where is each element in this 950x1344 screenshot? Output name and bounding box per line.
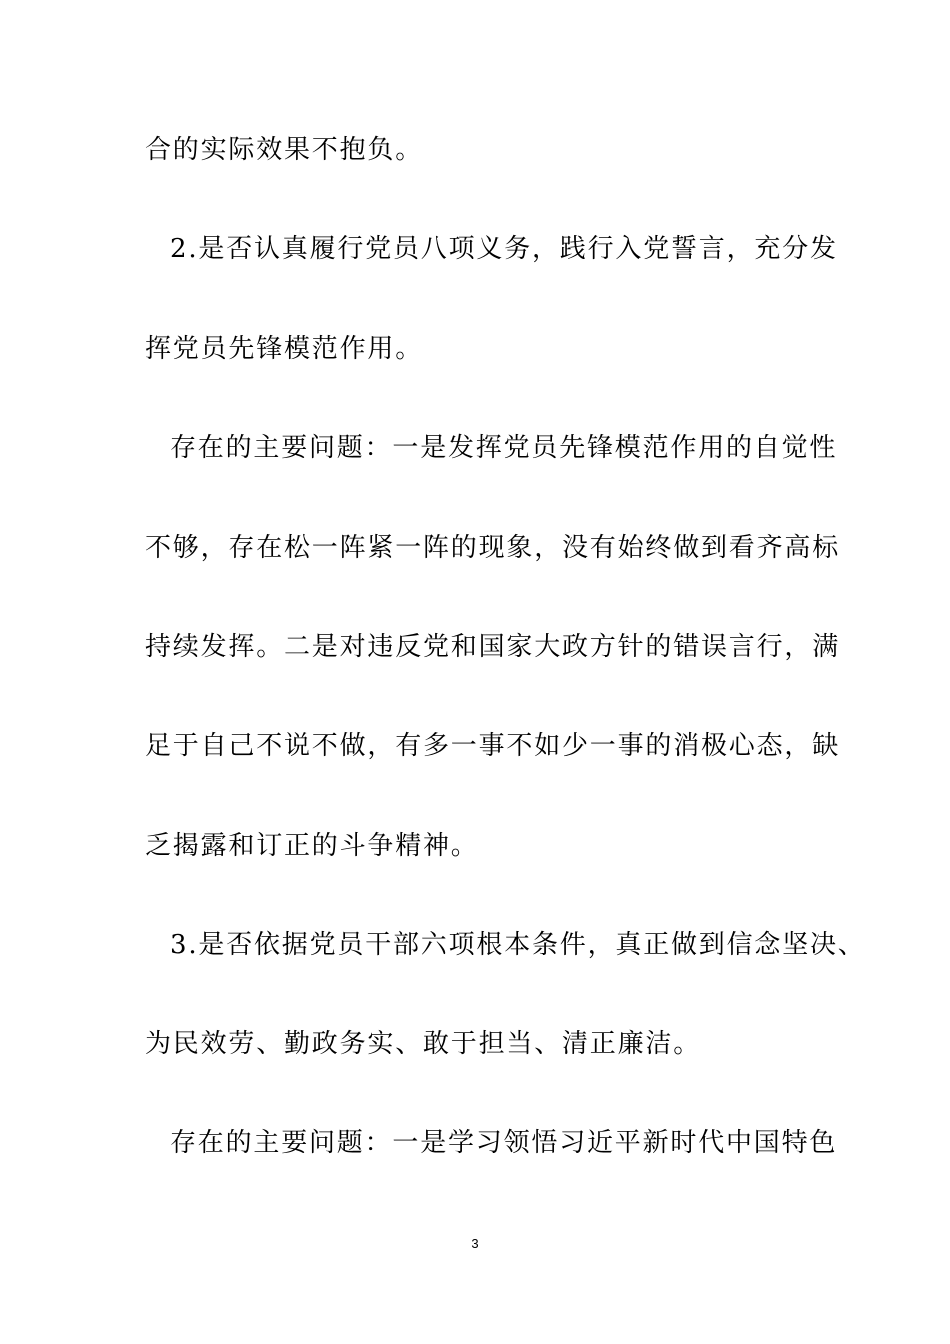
text-line-8: 乏揭露和订正的斗争精神。	[145, 831, 479, 861]
text-line-6: 持续发挥。二是对违反党和国家大政方针的错误言行，满	[145, 632, 841, 662]
text-line-5: 不够，存在松一阵紧一阵的现象，没有始终做到看齐高标	[145, 533, 841, 563]
text-line-7: 足于自己不说不做，有多一事不如少一事的消极心态，缺	[145, 731, 841, 761]
page-number: 3	[471, 1236, 479, 1251]
text-line-3: 挥党员先锋模范作用。	[145, 334, 424, 364]
text-line-9: 3.是否依据党员干部六项根本条件，真正做到信念坚决、	[170, 930, 866, 960]
text-line-2: 2.是否认真履行党员八项义务，践行入党誓言，充分发	[170, 234, 838, 264]
text-line-11: 存在的主要问题：一是学习领悟习近平新时代中国特色	[170, 1128, 838, 1158]
text-line-10: 为民效劳、勤政务实、敢于担当、清正廉洁。	[145, 1029, 702, 1059]
text-line-4: 存在的主要问题：一是发挥党员先锋模范作用的自觉性	[170, 433, 838, 463]
text-line-1: 合的实际效果不抱负。	[145, 135, 424, 165]
